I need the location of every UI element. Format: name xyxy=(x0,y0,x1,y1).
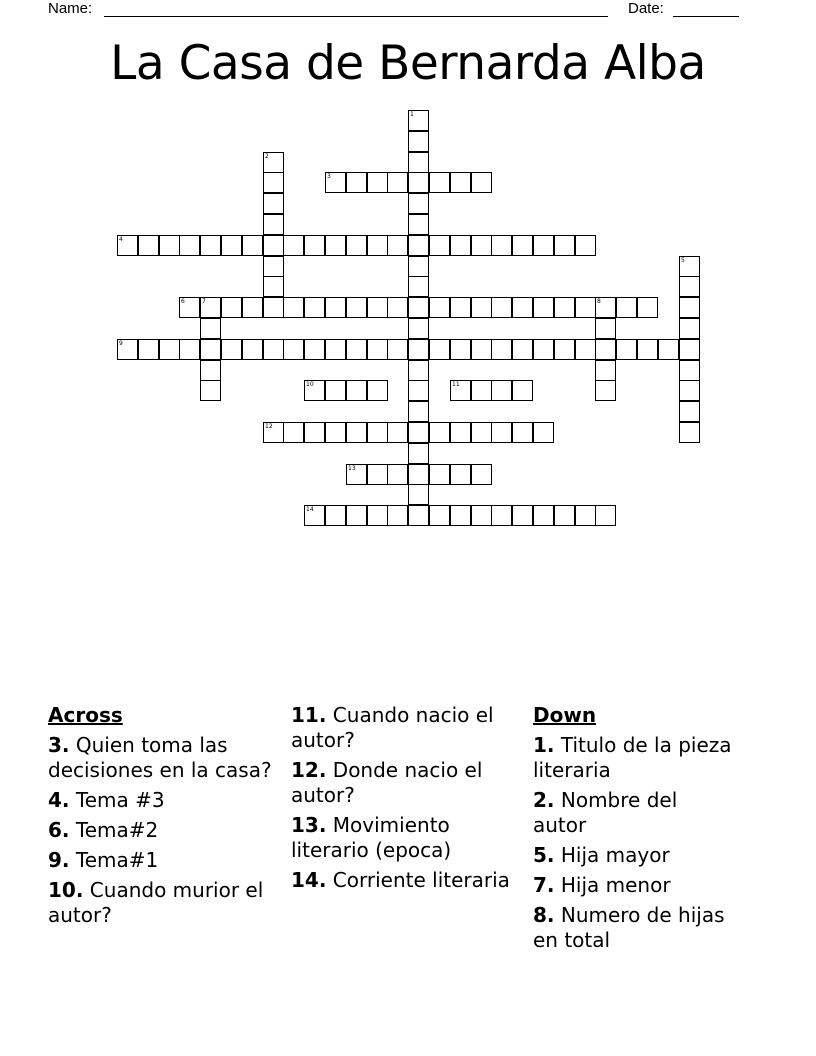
clue-number: 7 xyxy=(202,298,206,305)
clue-number: 6 xyxy=(181,298,185,305)
clue-number: 3 xyxy=(327,173,331,180)
grid-cell[interactable] xyxy=(533,339,554,360)
grid-cell[interactable] xyxy=(221,339,242,360)
grid-cell[interactable] xyxy=(408,360,429,381)
grid-cell[interactable] xyxy=(471,505,492,526)
grid-cell[interactable] xyxy=(512,505,533,526)
grid-cell[interactable] xyxy=(346,380,367,401)
clue-across: 4. Tema #3 xyxy=(48,788,165,812)
grid-cell[interactable] xyxy=(408,422,429,443)
clue-number: 10 xyxy=(306,381,314,388)
down-heading: Down xyxy=(533,703,597,727)
grid-cell[interactable] xyxy=(283,339,304,360)
grid-cell[interactable] xyxy=(450,235,471,256)
grid-cell[interactable] xyxy=(283,422,304,443)
grid-cell[interactable] xyxy=(367,235,388,256)
grid-cell[interactable] xyxy=(408,505,429,526)
grid-cell[interactable] xyxy=(408,214,429,235)
grid-cell[interactable] xyxy=(471,172,492,193)
grid-cell[interactable] xyxy=(450,172,471,193)
grid-cell[interactable] xyxy=(200,297,221,318)
grid-cell[interactable] xyxy=(159,339,180,360)
grid-cell[interactable] xyxy=(387,505,408,526)
grid-cell[interactable] xyxy=(450,464,471,485)
grid-cell[interactable] xyxy=(117,339,138,360)
grid-cell[interactable] xyxy=(679,318,700,339)
grid-cell[interactable] xyxy=(367,380,388,401)
grid-cell[interactable] xyxy=(616,297,637,318)
grid-cell[interactable] xyxy=(242,235,263,256)
grid-cell[interactable] xyxy=(387,422,408,443)
grid-cell[interactable] xyxy=(263,152,284,173)
grid-cell[interactable] xyxy=(554,297,575,318)
grid-cell[interactable] xyxy=(533,297,554,318)
grid-cell[interactable] xyxy=(429,505,450,526)
clue-across: 13. Movimiento literario (epoca) xyxy=(291,813,452,862)
grid-cell[interactable] xyxy=(325,297,346,318)
grid-cell[interactable] xyxy=(471,339,492,360)
grid-cell[interactable] xyxy=(408,131,429,152)
grid-cell[interactable] xyxy=(429,464,450,485)
grid-cell[interactable] xyxy=(138,339,159,360)
clue-across: 10. Cuando murior el autor? xyxy=(48,878,264,927)
grid-cell[interactable] xyxy=(679,297,700,318)
grid-cell[interactable] xyxy=(304,297,325,318)
name-label: Name: xyxy=(48,0,93,17)
grid-cell[interactable] xyxy=(346,235,367,256)
grid-cell[interactable] xyxy=(595,360,616,381)
grid-cell[interactable] xyxy=(429,297,450,318)
grid-cell[interactable] xyxy=(304,235,325,256)
grid-cell[interactable] xyxy=(429,339,450,360)
clue-across: 6. Tema#2 xyxy=(48,818,159,842)
grid-cell[interactable] xyxy=(346,339,367,360)
grid-cell[interactable] xyxy=(450,297,471,318)
clue-down: 2. Nombre del autor xyxy=(533,788,678,837)
clue-across: 14. Corriente literaria xyxy=(291,868,510,892)
grid-cell[interactable] xyxy=(263,172,284,193)
grid-cell[interactable] xyxy=(408,464,429,485)
grid-cell[interactable] xyxy=(138,235,159,256)
grid-cell[interactable] xyxy=(325,380,346,401)
grid-cell[interactable] xyxy=(679,380,700,401)
clue-number: 12 xyxy=(265,423,273,430)
grid-cell[interactable] xyxy=(408,318,429,339)
grid-cell[interactable] xyxy=(200,235,221,256)
grid-cell[interactable] xyxy=(346,505,367,526)
grid-cell[interactable] xyxy=(408,443,429,464)
grid-cell[interactable] xyxy=(200,318,221,339)
grid-cell[interactable] xyxy=(429,422,450,443)
grid-cell[interactable] xyxy=(679,401,700,422)
grid-cell[interactable] xyxy=(512,380,533,401)
grid-cell[interactable] xyxy=(367,505,388,526)
grid-cell[interactable] xyxy=(325,505,346,526)
clue-number: 2 xyxy=(265,153,269,160)
grid-cell[interactable] xyxy=(242,339,263,360)
clue-number: 8 xyxy=(597,298,601,305)
grid-cell[interactable] xyxy=(575,505,596,526)
clue-column-1 xyxy=(48,703,278,933)
grid-cell[interactable] xyxy=(304,339,325,360)
clue-across: 11. Cuando nacio el autor? xyxy=(291,703,494,752)
grid-cell[interactable] xyxy=(679,276,700,297)
grid-cell[interactable] xyxy=(304,380,325,401)
grid-cell[interactable] xyxy=(575,297,596,318)
grid-cell[interactable] xyxy=(263,339,284,360)
grid-cell[interactable] xyxy=(367,422,388,443)
grid-cell[interactable] xyxy=(512,339,533,360)
grid-cell[interactable] xyxy=(263,422,284,443)
grid-cell[interactable] xyxy=(263,235,284,256)
clue-number: 5 xyxy=(681,257,685,264)
grid-cell[interactable] xyxy=(408,110,429,131)
grid-cell[interactable] xyxy=(533,235,554,256)
grid-cell[interactable] xyxy=(325,422,346,443)
grid-cell[interactable] xyxy=(408,401,429,422)
grid-cell[interactable] xyxy=(575,235,596,256)
grid-cell[interactable] xyxy=(346,297,367,318)
grid-cell[interactable] xyxy=(408,235,429,256)
grid-cell[interactable] xyxy=(491,422,512,443)
clue-number: 9 xyxy=(119,340,123,347)
grid-cell[interactable] xyxy=(179,235,200,256)
grid-cell[interactable] xyxy=(263,214,284,235)
grid-cell[interactable] xyxy=(263,256,284,277)
grid-cell[interactable] xyxy=(367,172,388,193)
grid-cell[interactable] xyxy=(554,235,575,256)
grid-cell[interactable] xyxy=(450,339,471,360)
grid-cell[interactable] xyxy=(304,505,325,526)
grid-cell[interactable] xyxy=(575,339,596,360)
grid-cell[interactable] xyxy=(491,339,512,360)
date-label: Date: xyxy=(628,0,664,17)
grid-cell[interactable] xyxy=(242,297,263,318)
grid-cell[interactable] xyxy=(387,339,408,360)
grid-cell[interactable] xyxy=(387,235,408,256)
grid-cell[interactable] xyxy=(429,235,450,256)
grid-cell[interactable] xyxy=(595,297,616,318)
grid-cell[interactable] xyxy=(304,422,325,443)
clue-number: 4 xyxy=(119,236,123,243)
clue-across: 12. Donde nacio el autor? xyxy=(291,758,483,807)
grid-cell[interactable] xyxy=(346,464,367,485)
grid-cell[interactable] xyxy=(658,339,679,360)
grid-cell[interactable] xyxy=(595,505,616,526)
grid-cell[interactable] xyxy=(595,339,616,360)
clue-across: 3. Quien toma las decisiones en la casa? xyxy=(48,733,272,782)
grid-cell[interactable] xyxy=(408,297,429,318)
grid-cell[interactable] xyxy=(679,422,700,443)
clue-down: 7. Hija menor xyxy=(533,873,671,897)
across-heading: Across xyxy=(48,703,123,727)
grid-cell[interactable] xyxy=(200,339,221,360)
grid-cell[interactable] xyxy=(367,339,388,360)
grid-cell[interactable] xyxy=(616,339,637,360)
grid-cell[interactable] xyxy=(117,235,138,256)
grid-cell[interactable] xyxy=(512,422,533,443)
grid-cell[interactable] xyxy=(346,172,367,193)
grid-cell[interactable] xyxy=(221,235,242,256)
clue-down: 5. Hija mayor xyxy=(533,843,670,867)
clue-column-2 xyxy=(291,703,521,898)
grid-cell[interactable] xyxy=(554,339,575,360)
clue-number: 13 xyxy=(348,465,356,472)
grid-cell[interactable] xyxy=(408,484,429,505)
grid-cell[interactable] xyxy=(679,360,700,381)
grid-cell[interactable] xyxy=(554,505,575,526)
grid-cell[interactable] xyxy=(533,505,554,526)
grid-cell[interactable] xyxy=(595,318,616,339)
grid-cell[interactable] xyxy=(263,276,284,297)
page-title: La Casa de Bernarda Alba xyxy=(110,36,706,91)
grid-cell[interactable] xyxy=(325,339,346,360)
clue-across: 9. Tema#1 xyxy=(48,848,159,872)
grid-cell[interactable] xyxy=(471,380,492,401)
clue-column-3 xyxy=(533,703,733,958)
grid-cell[interactable] xyxy=(408,276,429,297)
clue-number: 14 xyxy=(306,506,314,513)
grid-cell[interactable] xyxy=(512,235,533,256)
grid-cell[interactable] xyxy=(283,235,304,256)
grid-cell[interactable] xyxy=(179,339,200,360)
grid-cell[interactable] xyxy=(387,297,408,318)
grid-cell[interactable] xyxy=(491,380,512,401)
grid-cell[interactable] xyxy=(450,505,471,526)
grid-cell[interactable] xyxy=(200,360,221,381)
clue-down: 8. Numero de hijas en total xyxy=(533,903,725,952)
grid-cell[interactable] xyxy=(491,505,512,526)
grid-cell[interactable] xyxy=(408,256,429,277)
grid-cell[interactable] xyxy=(491,235,512,256)
grid-cell[interactable] xyxy=(263,193,284,214)
grid-cell[interactable] xyxy=(179,297,200,318)
grid-cell[interactable] xyxy=(283,297,304,318)
grid-cell[interactable] xyxy=(200,380,221,401)
grid-cell[interactable] xyxy=(221,297,242,318)
grid-cell[interactable] xyxy=(679,256,700,277)
grid-cell[interactable] xyxy=(346,422,367,443)
grid-cell[interactable] xyxy=(471,464,492,485)
grid-cell[interactable] xyxy=(450,380,471,401)
grid-cell[interactable] xyxy=(471,422,492,443)
clue-number: 1 xyxy=(410,111,414,118)
grid-cell[interactable] xyxy=(367,464,388,485)
clue-number: 11 xyxy=(452,381,460,388)
grid-cell[interactable] xyxy=(263,297,284,318)
grid-cell[interactable] xyxy=(637,297,658,318)
grid-cell[interactable] xyxy=(408,339,429,360)
grid-cell[interactable] xyxy=(512,297,533,318)
grid-cell[interactable] xyxy=(408,152,429,173)
grid-cell[interactable] xyxy=(595,380,616,401)
grid-cell[interactable] xyxy=(450,422,471,443)
grid-cell[interactable] xyxy=(491,297,512,318)
grid-cell[interactable] xyxy=(367,297,388,318)
grid-cell[interactable] xyxy=(408,193,429,214)
grid-cell[interactable] xyxy=(325,235,346,256)
clue-down: 1. Titulo de la pieza literaria xyxy=(533,733,732,782)
grid-cell[interactable] xyxy=(471,297,492,318)
grid-cell[interactable] xyxy=(159,235,180,256)
grid-cell[interactable] xyxy=(325,172,346,193)
grid-cell[interactable] xyxy=(429,172,450,193)
grid-cell[interactable] xyxy=(408,380,429,401)
grid-cell[interactable] xyxy=(637,339,658,360)
grid-cell[interactable] xyxy=(408,172,429,193)
grid-cell[interactable] xyxy=(387,172,408,193)
grid-cell[interactable] xyxy=(533,422,554,443)
grid-cell[interactable] xyxy=(679,339,700,360)
grid-cell[interactable] xyxy=(471,235,492,256)
grid-cell[interactable] xyxy=(387,464,408,485)
